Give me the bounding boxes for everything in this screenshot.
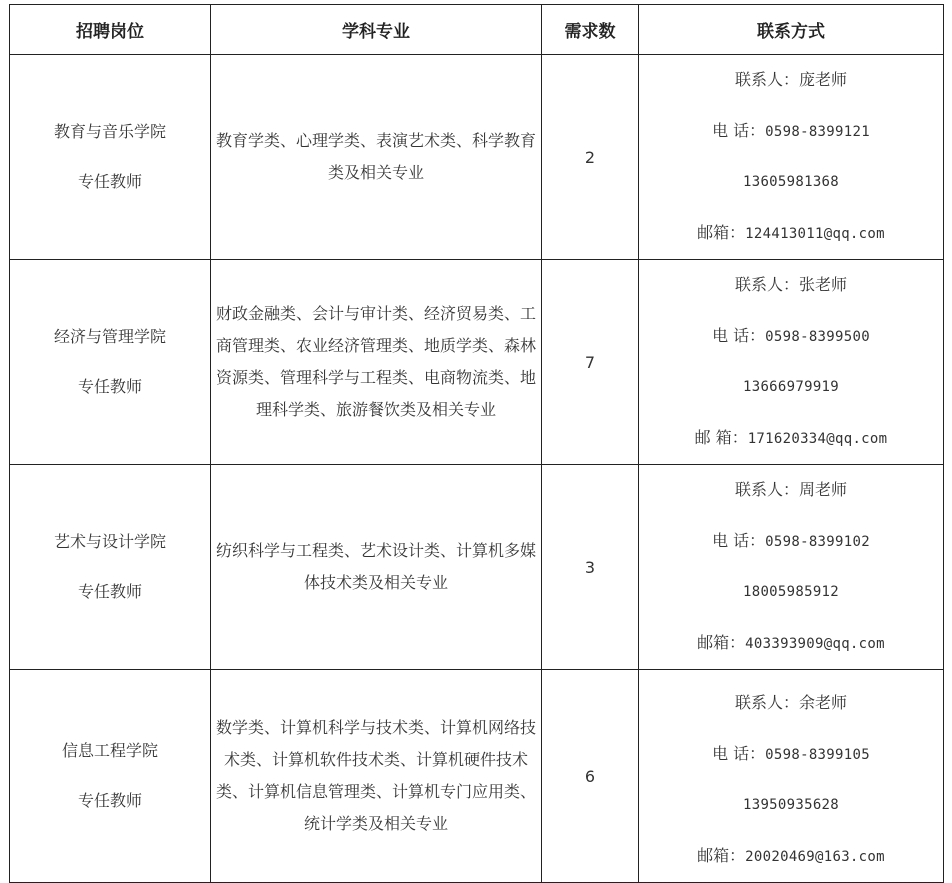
contact-cell bbox=[639, 55, 944, 260]
phone-label: 电 话： bbox=[712, 120, 766, 140]
major-cell bbox=[211, 670, 542, 883]
phone-number: 0598-8399102 bbox=[765, 533, 870, 550]
header-contact: 联系方式 bbox=[639, 5, 944, 55]
recruitment-table bbox=[9, 4, 944, 883]
contact-cell bbox=[639, 465, 944, 670]
position-cell bbox=[10, 55, 211, 260]
email-label: 邮箱： bbox=[697, 222, 746, 242]
table-row bbox=[10, 55, 944, 260]
major-text: 财政金融类、会计与审计类、经济贸易类、工商管理类、农业经济管理类、地质学类、森林资源类、管理科学与工程类、电商物流类、地理科学类、旅游餐饮类及相关专业 bbox=[215, 304, 536, 419]
phone-label: 电 话： bbox=[712, 530, 766, 550]
count-cell: 7 bbox=[542, 260, 639, 465]
email-address: 171620334@qq.com bbox=[747, 430, 888, 447]
email-line bbox=[639, 413, 943, 465]
count-cell: 6 bbox=[542, 670, 639, 883]
major-cell bbox=[211, 260, 542, 465]
role-name: 专任教师 bbox=[77, 582, 142, 601]
phone-number: 0598-8399500 bbox=[765, 328, 870, 345]
major-cell bbox=[211, 55, 542, 260]
role-name: 专任教师 bbox=[77, 791, 142, 810]
role-name: 专任教师 bbox=[77, 377, 142, 396]
table-row bbox=[10, 260, 944, 465]
contact-person: 联系人：周老师 bbox=[734, 480, 847, 499]
email-label: 邮 箱： bbox=[694, 427, 748, 447]
email-line bbox=[639, 618, 943, 670]
department-name: 教育与音乐学院 bbox=[53, 122, 166, 141]
contact-person: 联系人：余老师 bbox=[734, 693, 847, 712]
email-address: 20020469@163.com bbox=[745, 848, 885, 865]
major-cell bbox=[211, 465, 542, 670]
mobile-number: 18005985912 bbox=[742, 584, 840, 600]
count-cell: 2 bbox=[542, 55, 639, 260]
phone-line bbox=[639, 106, 943, 158]
position-cell bbox=[10, 670, 211, 883]
contact-cell bbox=[639, 670, 944, 883]
email-label: 邮箱： bbox=[697, 845, 746, 865]
mobile-number: 13666979919 bbox=[742, 379, 840, 395]
position-cell bbox=[10, 465, 211, 670]
email-address: 403393909@qq.com bbox=[745, 635, 885, 652]
phone-label: 电 话： bbox=[712, 325, 766, 345]
contact-cell bbox=[639, 260, 944, 465]
major-text: 教育学类、心理学类、表演艺术类、科学教育类及相关专业 bbox=[215, 131, 536, 182]
phone-line bbox=[639, 729, 943, 781]
table-header-row bbox=[10, 5, 944, 55]
mobile-number: 13950935628 bbox=[742, 797, 840, 813]
major-text: 纺织科学与工程类、艺术设计类、计算机多媒体技术类及相关专业 bbox=[215, 541, 536, 592]
phone-number: 0598-8399121 bbox=[765, 123, 870, 140]
department-name: 信息工程学院 bbox=[61, 741, 158, 760]
department-name: 艺术与设计学院 bbox=[53, 532, 166, 551]
contact-person: 联系人：庞老师 bbox=[734, 70, 847, 89]
count-cell: 3 bbox=[542, 465, 639, 670]
contact-person: 联系人：张老师 bbox=[734, 275, 847, 294]
role-name: 专任教师 bbox=[77, 172, 142, 191]
major-text: 数学类、计算机科学与技术类、计算机网络技术类、计算机软件技术类、计算机硬件技术类、计算机信息管理类、计算机专门应用类、统计学类及相关专业 bbox=[215, 718, 536, 833]
table-row bbox=[10, 465, 944, 670]
contact-block bbox=[639, 670, 943, 882]
header-count: 需求数 bbox=[542, 5, 639, 55]
email-label: 邮箱： bbox=[697, 632, 746, 652]
table-row bbox=[10, 670, 944, 883]
header-position: 招聘岗位 bbox=[10, 5, 211, 55]
header-major: 学科专业 bbox=[211, 5, 542, 55]
email-line bbox=[639, 208, 943, 260]
position-cell bbox=[10, 260, 211, 465]
email-address: 124413011@qq.com bbox=[745, 225, 885, 242]
email-line bbox=[639, 831, 943, 883]
phone-line bbox=[639, 311, 943, 363]
phone-number: 0598-8399105 bbox=[765, 746, 870, 763]
mobile-number: 13605981368 bbox=[742, 174, 840, 190]
phone-label: 电 话： bbox=[712, 743, 766, 763]
department-name: 经济与管理学院 bbox=[53, 327, 166, 346]
phone-line bbox=[639, 516, 943, 568]
